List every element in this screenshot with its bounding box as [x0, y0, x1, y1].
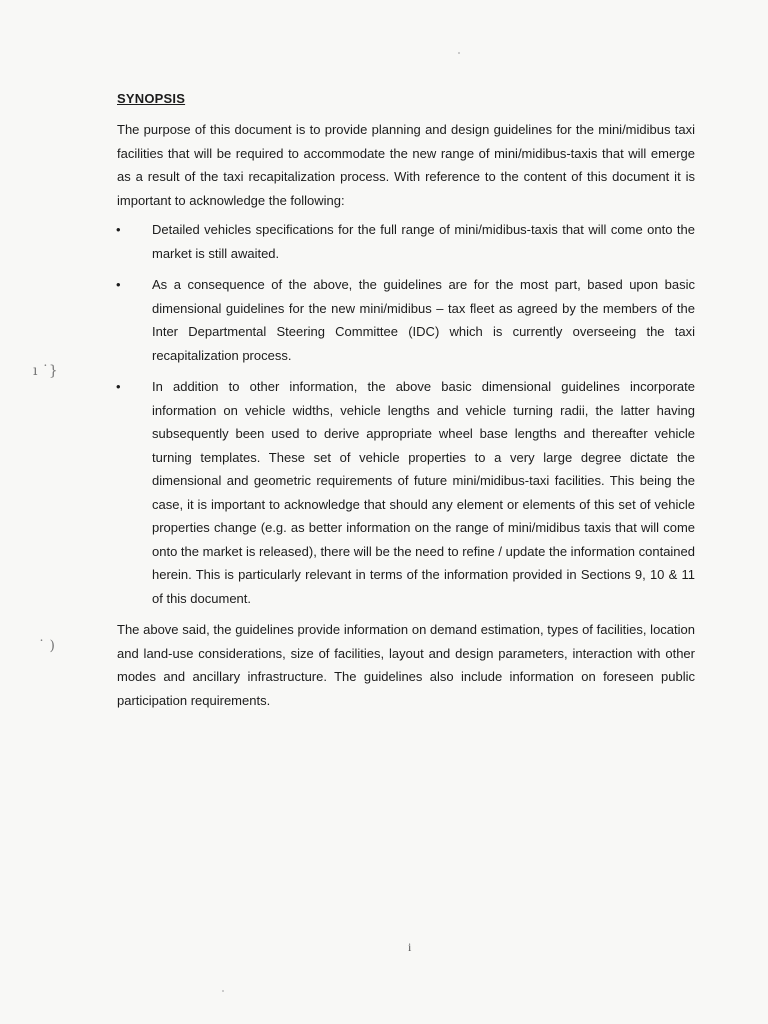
- list-item: [117, 273, 695, 367]
- bullet-icon: •: [116, 379, 121, 394]
- bullet-text: As a consequence of the above, the guidelines are for the most part, based upon basic dimensional guidelines for the new mini/midibus – tax fleet as agreed by the members of the Inter Departmental Steering Committee (IDC) which is currently overseeing the taxi recapitalization process.: [152, 277, 695, 363]
- section-heading: SYNOPSIS: [117, 91, 186, 106]
- closing-paragraph: The above said, the guidelines provide information on demand estimation, types of facilities, location and land-use considerations, size of facilities, layout and design parameters, interaction with other modes and ancillary infrastructure. The guidelines also include information on foreseen public participation requirements.: [117, 622, 695, 708]
- bullet-text: In addition to other information, the above basic dimensional guidelines incorporate information on vehicle widths, vehicle lengths and vehicle turning radii, the latter having subsequently been used to derive appropriate wheel base lengths and thereafter vehicle turning templates. These set of vehicle properties to a very large degree dictate the dimensional and geometric requirements of future mini/midibus-taxi facilities. This being the case, it is important to acknowledge that should any element or elements of this set of vehicle properties change (e.g. as better information on the range of mini/midibus taxis that will come onto the market is released), there will be the need to refine / update the information contained herein. This is particularly relevant in terms of the information provided in Sections 9, 10 & 11 of this document.: [152, 379, 695, 606]
- bullet-text: Detailed vehicles specifications for the full range of mini/midibus-taxis that will come onto the market is still awaited.: [152, 222, 695, 261]
- scan-speck: [222, 990, 224, 992]
- bullet-list: [117, 218, 695, 610]
- margin-hole-mark: ı ˙}: [33, 363, 58, 379]
- list-item: [117, 218, 695, 265]
- intro-paragraph: The purpose of this document is to provide planning and design guidelines for the mini/midibus taxi facilities that will be required to accommodate the new range of mini/midibus-taxis that will emerge as a result of the taxi recapitalization process. With reference to the content of this document it is important to acknowledge the following:: [117, 122, 695, 208]
- bullet-icon: •: [116, 222, 121, 237]
- scan-speck: [458, 52, 460, 54]
- margin-hole-mark: ˙ ): [38, 638, 55, 654]
- list-item: [117, 375, 695, 610]
- bullet-icon: •: [116, 277, 121, 292]
- page-number: i: [408, 940, 412, 954]
- synopsis-section: [117, 91, 695, 712]
